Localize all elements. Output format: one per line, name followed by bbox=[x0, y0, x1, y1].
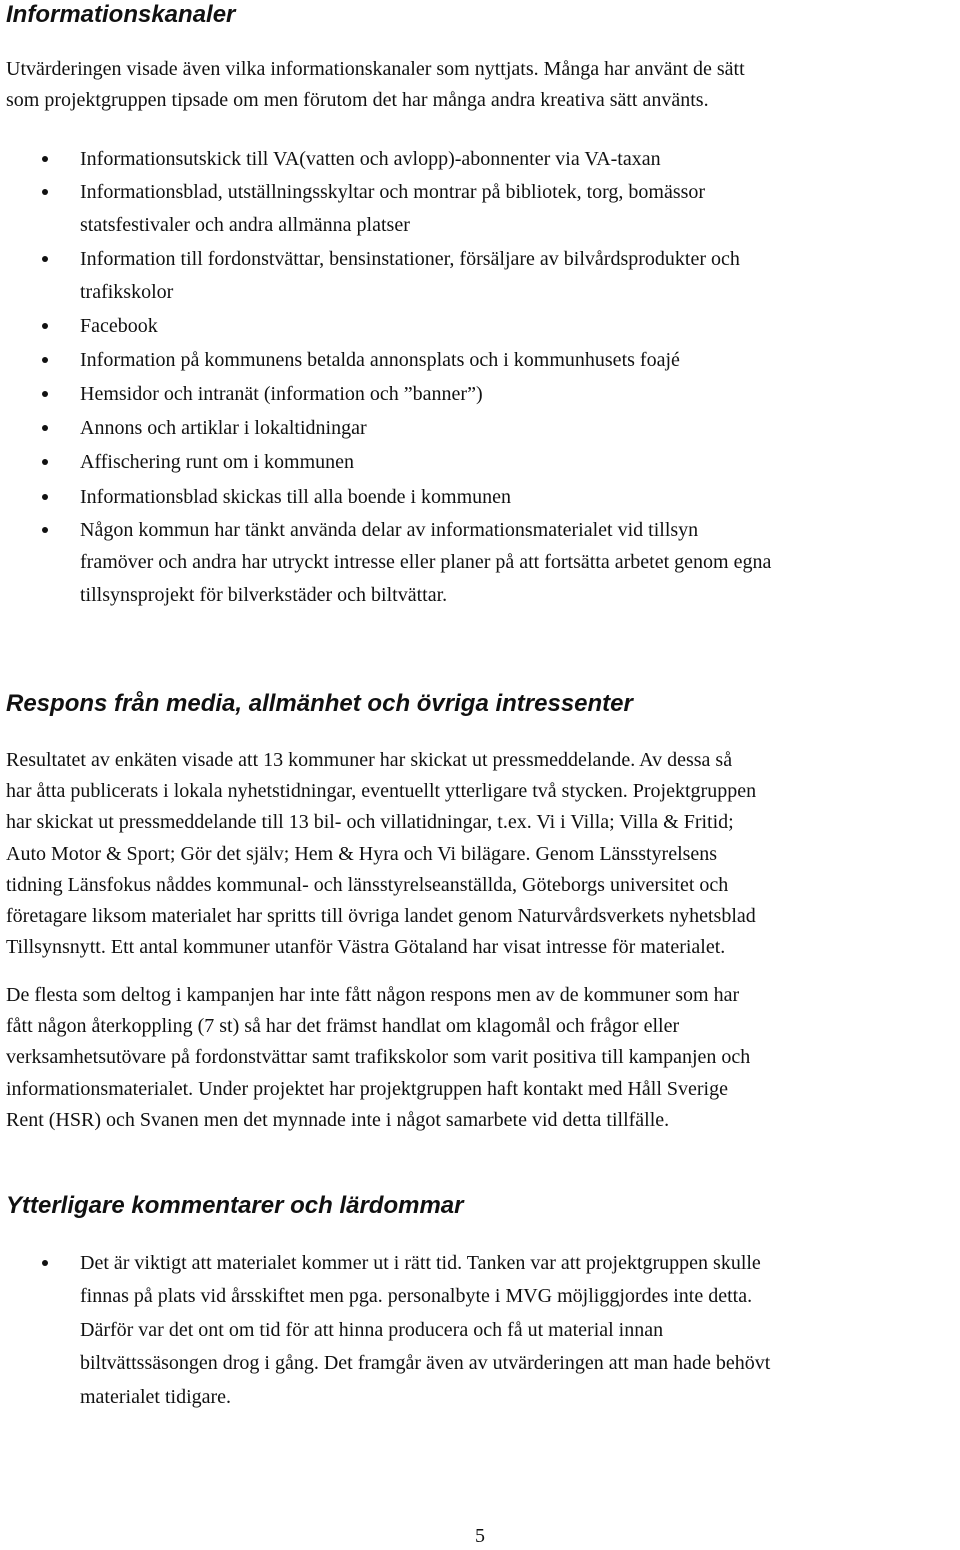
list-item-line: Det är viktigt att materialet kommer ut i rätt tid. Tanken var att projektgruppen skulle bbox=[80, 1252, 761, 1274]
paragraph-line: Auto Motor & Sport; Gör det själv; Hem & Hyra och Vi bilägare. Genom Länsstyrelsens bbox=[6, 842, 718, 865]
paragraph-line: företagare liksom materialet har spritts till övriga landet genom Naturvårdsverkets nyhetsblad bbox=[6, 905, 756, 928]
list-item-line: materialet tidigare. bbox=[80, 1385, 232, 1408]
paragraph-line: Rent (HSR) och Svanen men det mynnade inte i något samarbete vid detta tillfälle. bbox=[6, 1108, 670, 1131]
section-heading-ytterligare: Ytterligare kommentarer och lärdommar bbox=[6, 1192, 464, 1219]
paragraph-line: har skickat ut pressmeddelande till 13 bil- och villatidningar, t.ex. Vi i Villa; Villa & Fritid; bbox=[6, 811, 734, 834]
list-item bbox=[0, 445, 960, 479]
paragraph-line: Resultatet av enkäten visade att 13 kommuner har skickat ut pressmeddelande. Av dessa så bbox=[6, 749, 733, 771]
paragraph-line: Utvärderingen visade även vilka informationskanaler som nyttjats. Många har använt de sätt bbox=[6, 58, 745, 80]
paragraph-line: fått någon återkoppling (7 st) så har det främst handlat om klagomål och frågor eller bbox=[6, 1015, 680, 1038]
section-heading-informationskanaler: Informationskanaler bbox=[6, 1, 236, 28]
list-item-line: Information på kommunens betalda annonsplats och i kommunhusets foajé bbox=[80, 348, 680, 371]
list-item bbox=[0, 309, 960, 343]
list-item-line: framöver och andra har utryckt intresse eller planer på att fortsätta arbetet genom egna bbox=[80, 551, 772, 574]
list-item bbox=[0, 411, 960, 445]
paragraph-line: har åtta publicerats i lokala nyhetstidningar, eventuellt ytterligare två stycken. Projektgruppen bbox=[6, 780, 757, 803]
paragraph-line: verksamhetsutövare på fordonstvättar samt trafikskolor som varit positiva till kampanjen och bbox=[6, 1046, 751, 1069]
list-item bbox=[0, 243, 960, 308]
list-item-line: Annons och artiklar i lokaltidningar bbox=[80, 417, 367, 440]
list-item-line: Facebook bbox=[80, 314, 158, 337]
paragraph-line: Tillsynsnytt. Ett antal kommuner utanför Västra Götaland har visat intresse för materialet. bbox=[6, 936, 726, 959]
body-paragraph bbox=[6, 980, 958, 1136]
list-item bbox=[0, 514, 960, 612]
list-item-line: Affischering runt om i kommunen bbox=[80, 451, 355, 474]
list-item-line: Någon kommun har tänkt använda delar av informationsmaterialet vid tillsyn bbox=[80, 518, 699, 541]
list-item bbox=[0, 377, 960, 411]
page-number: 5 bbox=[475, 1525, 485, 1547]
section-heading-respons: Respons från media, allmänhet och övriga intressenter bbox=[6, 690, 633, 717]
list-item-line: trafikskolor bbox=[80, 280, 174, 303]
paragraph-line: som projektgruppen tipsade om men förutom det har många andra kreativa sätt använts. bbox=[6, 89, 709, 112]
list-item-line: biltvättssäsongen drog i gång. Det framgår även av utvärderingen att man hade behövt bbox=[80, 1352, 771, 1375]
list-item-line: Informationsutskick till VA(vatten och avlopp)-abonnenter via VA-taxan bbox=[80, 148, 661, 170]
paragraph-line: tidning Länsfokus nåddes kommunal- och länsstyrelseanställda, Göteborgs universitet och bbox=[6, 873, 729, 896]
channel-bullet-list bbox=[0, 142, 960, 612]
list-item-line: Informationsblad, utställningsskyltar och montrar på bibliotek, torg, bomässor bbox=[80, 181, 706, 204]
list-item-line: statsfestivaler och andra allmänna platser bbox=[80, 213, 410, 236]
list-item-line: Hemsidor och intranät (information och ”banner”) bbox=[80, 382, 483, 405]
list-item-line: tillsynsprojekt för bilverkstäder och biltvättar. bbox=[80, 583, 448, 606]
paragraph-line: De flesta som deltog i kampanjen har inte fått någon respons men av de kommuner som har bbox=[6, 984, 740, 1006]
list-item-line: finnas på plats vid årsskiftet men pga. personalbyte i MVG möjliggjordes inte detta. bbox=[80, 1285, 753, 1308]
list-item bbox=[0, 176, 960, 241]
list-item-line: Information till fordonstvättar, bensinstationer, försäljare av bilvårdsprodukter och bbox=[80, 248, 740, 271]
list-item bbox=[0, 343, 960, 377]
list-item bbox=[0, 1247, 960, 1414]
list-item bbox=[0, 142, 960, 176]
intro-paragraph bbox=[6, 54, 958, 116]
paragraph-line: informationsmaterialet. Under projektet har projektgruppen haft kontakt med Håll Sverige bbox=[6, 1077, 728, 1100]
body-paragraph bbox=[6, 745, 958, 963]
list-item-line: Därför var det ont om tid för att hinna producera och få ut material innan bbox=[80, 1318, 664, 1341]
list-item bbox=[0, 480, 960, 514]
comments-bullet-list bbox=[0, 1247, 960, 1414]
list-item-line: Informationsblad skickas till alla boende i kommunen bbox=[80, 485, 512, 508]
